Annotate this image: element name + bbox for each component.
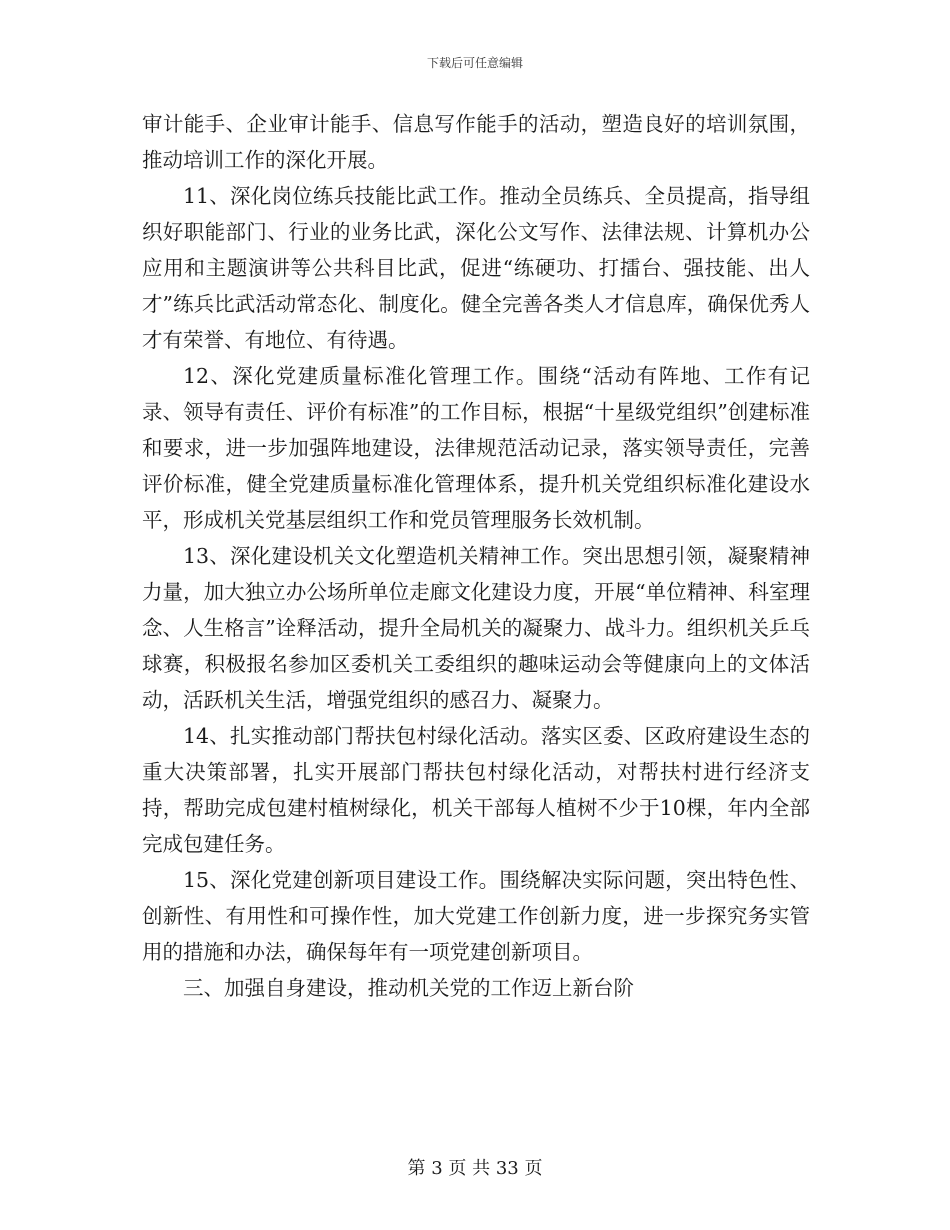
section-heading-3: 三、加强自身建设，推动机关党的工作迈上新台阶 — [183, 976, 634, 1000]
paragraph-item-14: 14、扎实推动部门帮扶包村绿化活动。落实区委、区政府建设生态的重大决策部署，扎实开展部门帮扶包村绿化活动，对帮扶村进行经济支持，帮助完成包建村植树绿化，机关干部每人植树不少于10棵，年内全部完成包建任务。 — [142, 724, 810, 856]
paragraph-item-13: 13、深化建设机关文化塑造机关精神工作。突出思想引领，凝聚精神力量，加大独立办公场所单位走廊文化建设力度，开展“单位精神、科室理念、人生格言”诠释活动，提升全局机关的凝聚力、战斗力。组织机关乒乓球赛，积极报名参加区委机关工委组织的趣味运动会等健康向上的文体活动，活跃机关生活，增强党组织的感召力、凝聚力。 — [142, 544, 810, 712]
page-header-note: 下载后可任意编辑 — [426, 56, 523, 70]
document-body — [142, 106, 810, 1006]
paragraph-continuation: 审计能手、企业审计能手、信息写作能手的活动，塑造良好的培训氛围，推动培训工作的深化开展。 — [142, 112, 810, 172]
paragraph-item-11: 11、深化岗位练兵技能比武工作。推动全员练兵、全员提高，指导组织好职能部门、行业的业务比武，深化公文写作、法律法规、计算机办公应用和主题演讲等公共科目比武，促进“练硬功、打擂台、强技能、出人才”练兵比武活动常态化、制度化。健全完善各类人才信息库，确保优秀人才有荣誉、有地位、有待遇。 — [142, 184, 810, 352]
page-footer-number: 第 3 页 共 33 页 — [407, 1158, 543, 1179]
paragraph-item-12: 12、深化党建质量标准化管理工作。围绕“活动有阵地、工作有记录、领导有责任、评价有标准”的工作目标，根据“十星级党组织”创建标准和要求，进一步加强阵地建设，法律规范活动记录，落实领导责任，完善评价标准，健全党建质量标准化管理体系，提升机关党组织标准化建设水平，形成机关党基层组织工作和党员管理服务长效机制。 — [142, 364, 810, 532]
paragraph-item-15: 15、深化党建创新项目建设工作。围绕解决实际问题，突出特色性、创新性、有用性和可操作性，加大党建工作创新力度，进一步探究务实管用的措施和办法，确保每年有一项党建创新项目。 — [142, 868, 810, 964]
